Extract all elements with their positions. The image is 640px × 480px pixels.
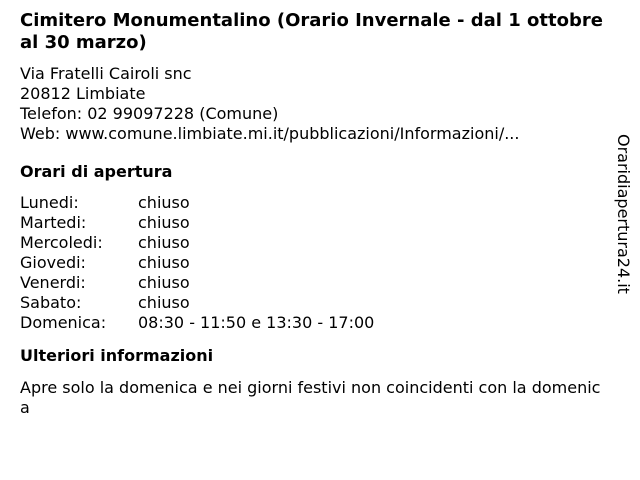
hours-value: chiuso [138,233,190,252]
day-label: Venerdi: [20,273,86,292]
hours-value: chiuso [138,293,190,312]
address-city: 20812 Limbiate [20,84,146,103]
hours-row-monday [20,193,605,213]
hours-value: chiuso [138,253,190,272]
day-label: Lunedi: [20,193,79,212]
hours-value: chiuso [138,213,190,232]
opening-hours-table [20,193,605,333]
day-label: Martedi: [20,213,87,232]
phone-number[interactable]: Telefon: 02 99097228 (Comune) [20,104,279,123]
site-brand-vertical [613,134,633,309]
additional-info-text: Apre solo la domenica e nei giorni festivi non coincidenti con la domenica [20,378,601,417]
site-brand-text: Oraridiapertura24.it [614,134,633,294]
hours-row-tuesday [20,213,605,233]
website-link[interactable]: Web: www.comune.limbiate.mi.it/pubblicazioni/Informazioni/... [20,124,520,143]
hours-row-thursday [20,253,605,273]
hours-row-saturday [20,293,605,313]
day-label: Sabato: [20,293,82,312]
address-block [20,64,605,144]
hours-row-sunday [20,313,605,333]
hours-value: chiuso [138,193,190,212]
page-title: Cimitero Monumentalino (Orario Invernale - dal 1 ottobre al 30 marzo) [20,10,603,53]
hours-row-wednesday [20,233,605,253]
opening-hours-card [20,10,605,418]
day-label: Domenica: [20,313,107,332]
additional-info-heading: Ulteriori informazioni [20,346,214,365]
hours-value: 08:30 - 11:50 e 13:30 - 17:00 [138,313,375,332]
hours-row-friday [20,273,605,293]
address-street: Via Fratelli Cairoli snc [20,64,192,83]
day-label: Giovedi: [20,253,86,272]
opening-hours-heading: Orari di apertura [20,162,173,181]
day-label: Mercoledi: [20,233,103,252]
hours-value: chiuso [138,273,190,292]
